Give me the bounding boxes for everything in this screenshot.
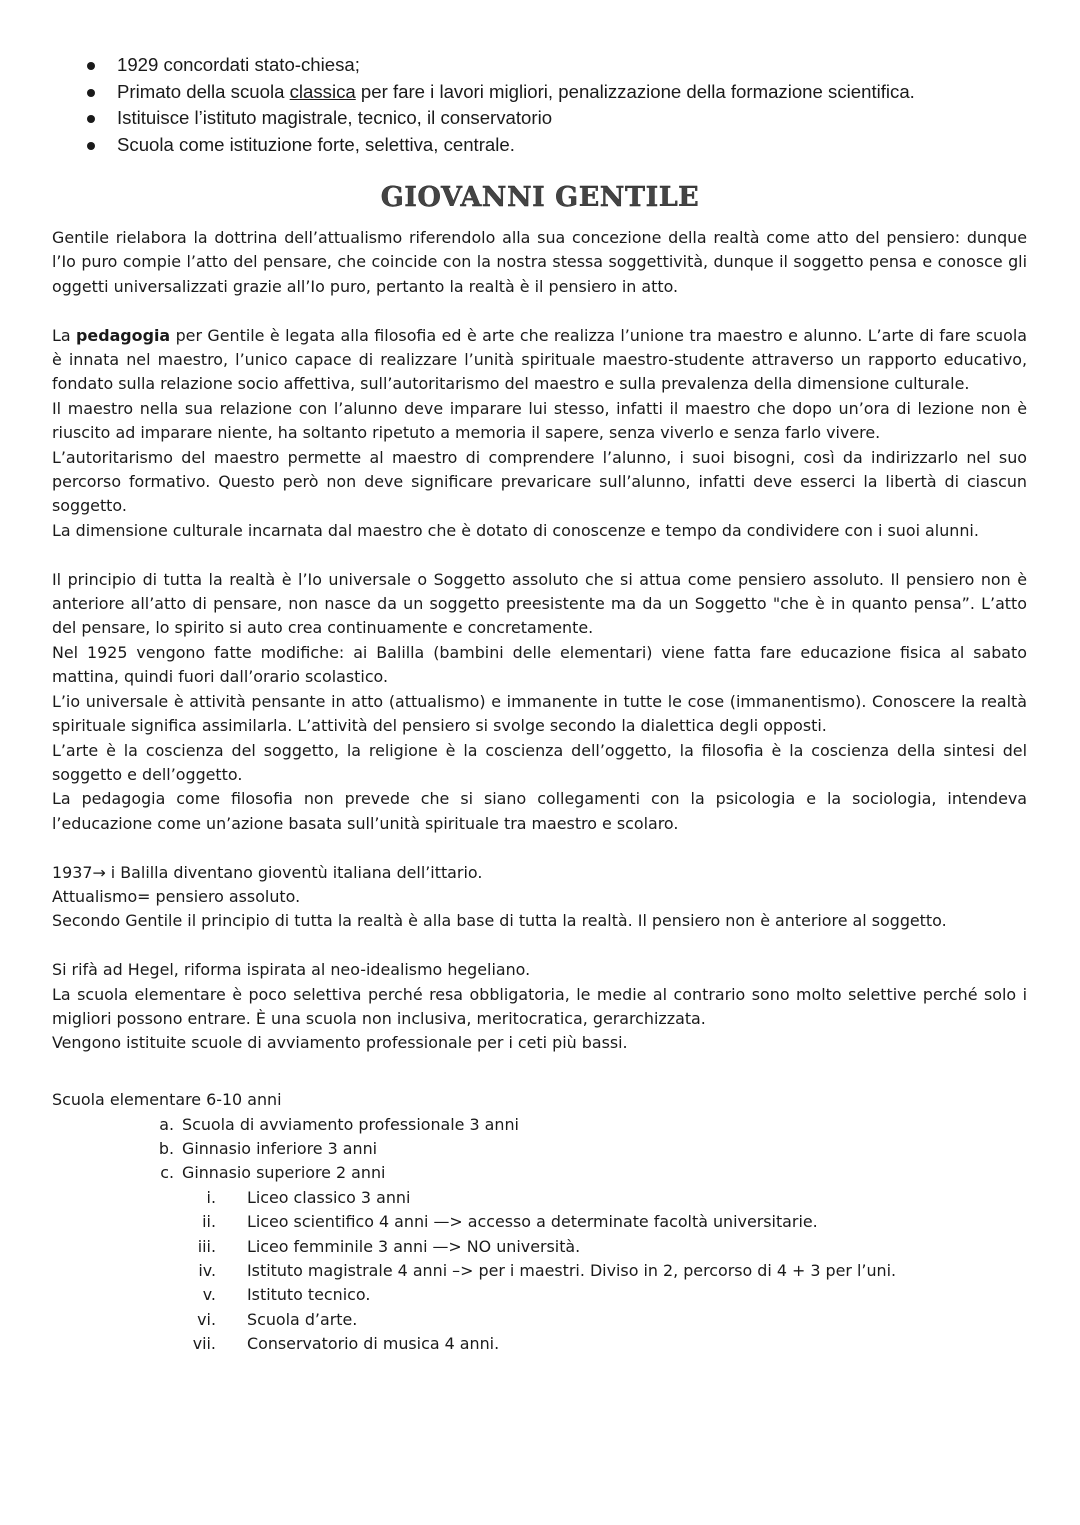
paragraph: Gentile rielabora la dottrina dell’attualismo riferendolo alla sua concezione della realtà come atto del pensiero: dunque l’Io puro compie l’atto del pensare, che coincide con la nostra stessa soggettività, dunque il soggetto pensa e conosce gli oggetti universalizzati grazie all’Io puro, pertanto la realtà è il pensiero in atto. — [52, 228, 1027, 296]
paragraph: Si rifà ad Hegel, riforma ispirata al neo-idealismo hegeliano. — [52, 960, 531, 980]
bullet-item — [85, 79, 1045, 106]
list-item — [52, 1332, 1027, 1356]
list-item — [52, 1259, 1027, 1283]
intro-bullet-list — [85, 52, 1045, 158]
list-item — [52, 1186, 1027, 1210]
list-item-text: Scuola di avviamento professionale 3 anni — [182, 1114, 519, 1134]
paragraph — [52, 324, 1027, 397]
paragraph: Il principio di tutta la realtà è l’Io universale o Soggetto assoluto che si attua come pensiero assoluto. Il pensiero non è anteriore all’atto di pensare, non nasce da un soggetto preesistente ma da un Soggetto "che è in quanto pensa”. L’atto del pensare, lo spirito si auto crea continuamente e concretamente. — [52, 569, 1027, 638]
list-item-text: Istituto magistrale 4 anni –> per i maestri. Diviso in 2, percorso di 4 + 3 per l’uni. — [247, 1260, 897, 1280]
list-item — [52, 1235, 1027, 1259]
high-school-list — [52, 1186, 1027, 1357]
list-item-text: Liceo scientifico 4 anni —> accesso a determinate facoltà universitarie. — [247, 1212, 818, 1232]
list-item-text: Liceo classico 3 anni — [247, 1187, 411, 1207]
paragraph: Vengono istituite scuole di avviamento professionale per i ceti più bassi. — [52, 1033, 628, 1053]
list-item — [52, 1283, 1027, 1307]
bullet-item — [85, 132, 1045, 159]
list-item — [52, 1308, 1027, 1332]
list-item-text: Liceo femminile 3 anni —> NO università. — [247, 1236, 581, 1256]
paragraph-text: per Gentile è legata alla filosofia ed è arte che realizza l’unione tra maestro e alunno. L’arte di fare scuola è innata nel maestro, l’unico capace di realizzare l’unità spirituale maestro-studente attraverso un rapporto educativo, fondato sulla relazione socio affettiva, sull’autoritarismo del maestro e sulla prevalenza della dimensione culturale. — [52, 325, 1027, 394]
paragraph: La scuola elementare è poco selettiva perché resa obbligatoria, le medie al contrario sono molto selettive perché solo i migliori possono entrare. È una scuola non inclusiva, meritocratica, gerarchizzata. — [52, 984, 1027, 1028]
paragraph: Secondo Gentile il principio di tutta la realtà è alla base di tutta la realtà. Il pensiero non è anteriore al soggetto. — [52, 911, 947, 931]
bullet-item — [85, 105, 1045, 132]
body-text — [52, 226, 1027, 1357]
paragraph: Scuola elementare 6-10 anni — [52, 1090, 282, 1110]
list-marker: iv. — [198, 1260, 216, 1280]
list-marker: a. — [159, 1114, 174, 1134]
paragraph: 1937→ i Balilla diventano gioventù italiana dell’ittario. — [52, 862, 483, 882]
paragraph-text: La — [52, 325, 77, 345]
list-marker: b. — [158, 1138, 174, 1158]
list-marker: c. — [160, 1163, 174, 1183]
bullet-text: per fare i lavori migliori, penalizzazione della formazione scientifica. — [355, 80, 915, 102]
list-item-text: Ginnasio superiore 2 anni — [182, 1163, 386, 1183]
paragraph: La dimensione culturale incarnata dal maestro che è dotato di conoscenze e tempo da condividere con i suoi alunni. — [52, 520, 979, 540]
list-item — [52, 1161, 1027, 1356]
list-marker: vi. — [197, 1309, 216, 1329]
list-item-text: Ginnasio inferiore 3 anni — [182, 1138, 378, 1158]
bold-term: pedagogia — [76, 325, 171, 345]
paragraph: La pedagogia come filosofia non prevede che si siano collegamenti con la psicologia e la sociologia, intendeva l’educazione come un’azione basata sull’unità spirituale tra maestro e scolaro. — [52, 789, 1027, 833]
paragraph: Nel 1925 vengono fatte modifiche: ai Balilla (bambini delle elementari) viene fatta fare educazione fisica al sabato mattina, quindi fuori dall’orario scolastico. — [52, 642, 1027, 687]
list-item-text: Istituto tecnico. — [247, 1285, 371, 1305]
list-marker: ii. — [202, 1212, 216, 1232]
underlined-word: classica — [289, 80, 356, 102]
paragraph: Attualismo= pensiero assoluto. — [52, 886, 301, 906]
list-item-text: Conservatorio di musica 4 anni. — [247, 1334, 500, 1354]
list-marker: vii. — [192, 1334, 216, 1354]
list-item — [52, 1137, 1027, 1161]
bullet-text: Istituisce l’istituto magistrale, tecnico, il conservatorio — [117, 107, 553, 128]
school-level-list — [52, 1113, 1027, 1357]
list-item-text: Scuola d’arte. — [247, 1309, 358, 1329]
bullet-item — [85, 52, 1045, 79]
list-item — [52, 1210, 1027, 1234]
bullet-text: Primato della scuola — [117, 80, 290, 102]
paragraph: L’autoritarismo del maestro permette al maestro di comprendere l’alunno, i suoi bisogni, così da indirizzarlo nel suo percorso formativo. Questo però non deve significare prevaricare sull’alunno, infatti deve esserci la libertà di ciascun soggetto. — [52, 447, 1027, 516]
paragraph: L’arte è la coscienza del soggetto, la religione è la coscienza dell’oggetto, la filosofia è la coscienza della sintesi del soggetto e dell’oggetto. — [52, 740, 1027, 784]
paragraph: L’io universale è attività pensante in atto (attualismo) e immanente in tutte le cose (immanentismo). Conoscere la realtà spirituale significa assimilarla. L’attività del pensiero si svolge secondo la dialettica degli opposti. — [52, 691, 1027, 736]
section-title: GIOVANNI GENTILE — [380, 182, 700, 213]
bullet-text: 1929 concordati stato-chiesa; — [117, 54, 360, 75]
bullet-text: Scuola come istituzione forte, selettiva, centrale. — [117, 133, 515, 155]
list-marker: v. — [202, 1285, 216, 1305]
list-marker: i. — [206, 1187, 216, 1207]
list-item — [52, 1113, 1027, 1137]
list-marker: iii. — [197, 1236, 216, 1256]
paragraph: Il maestro nella sua relazione con l’alunno deve imparare lui stesso, infatti il maestro che dopo un’ora di lezione non è riuscito ad imparare niente, ha soltanto ripetuto a memoria il sapere, senza viverlo e senza farlo vivere. — [52, 398, 1027, 443]
